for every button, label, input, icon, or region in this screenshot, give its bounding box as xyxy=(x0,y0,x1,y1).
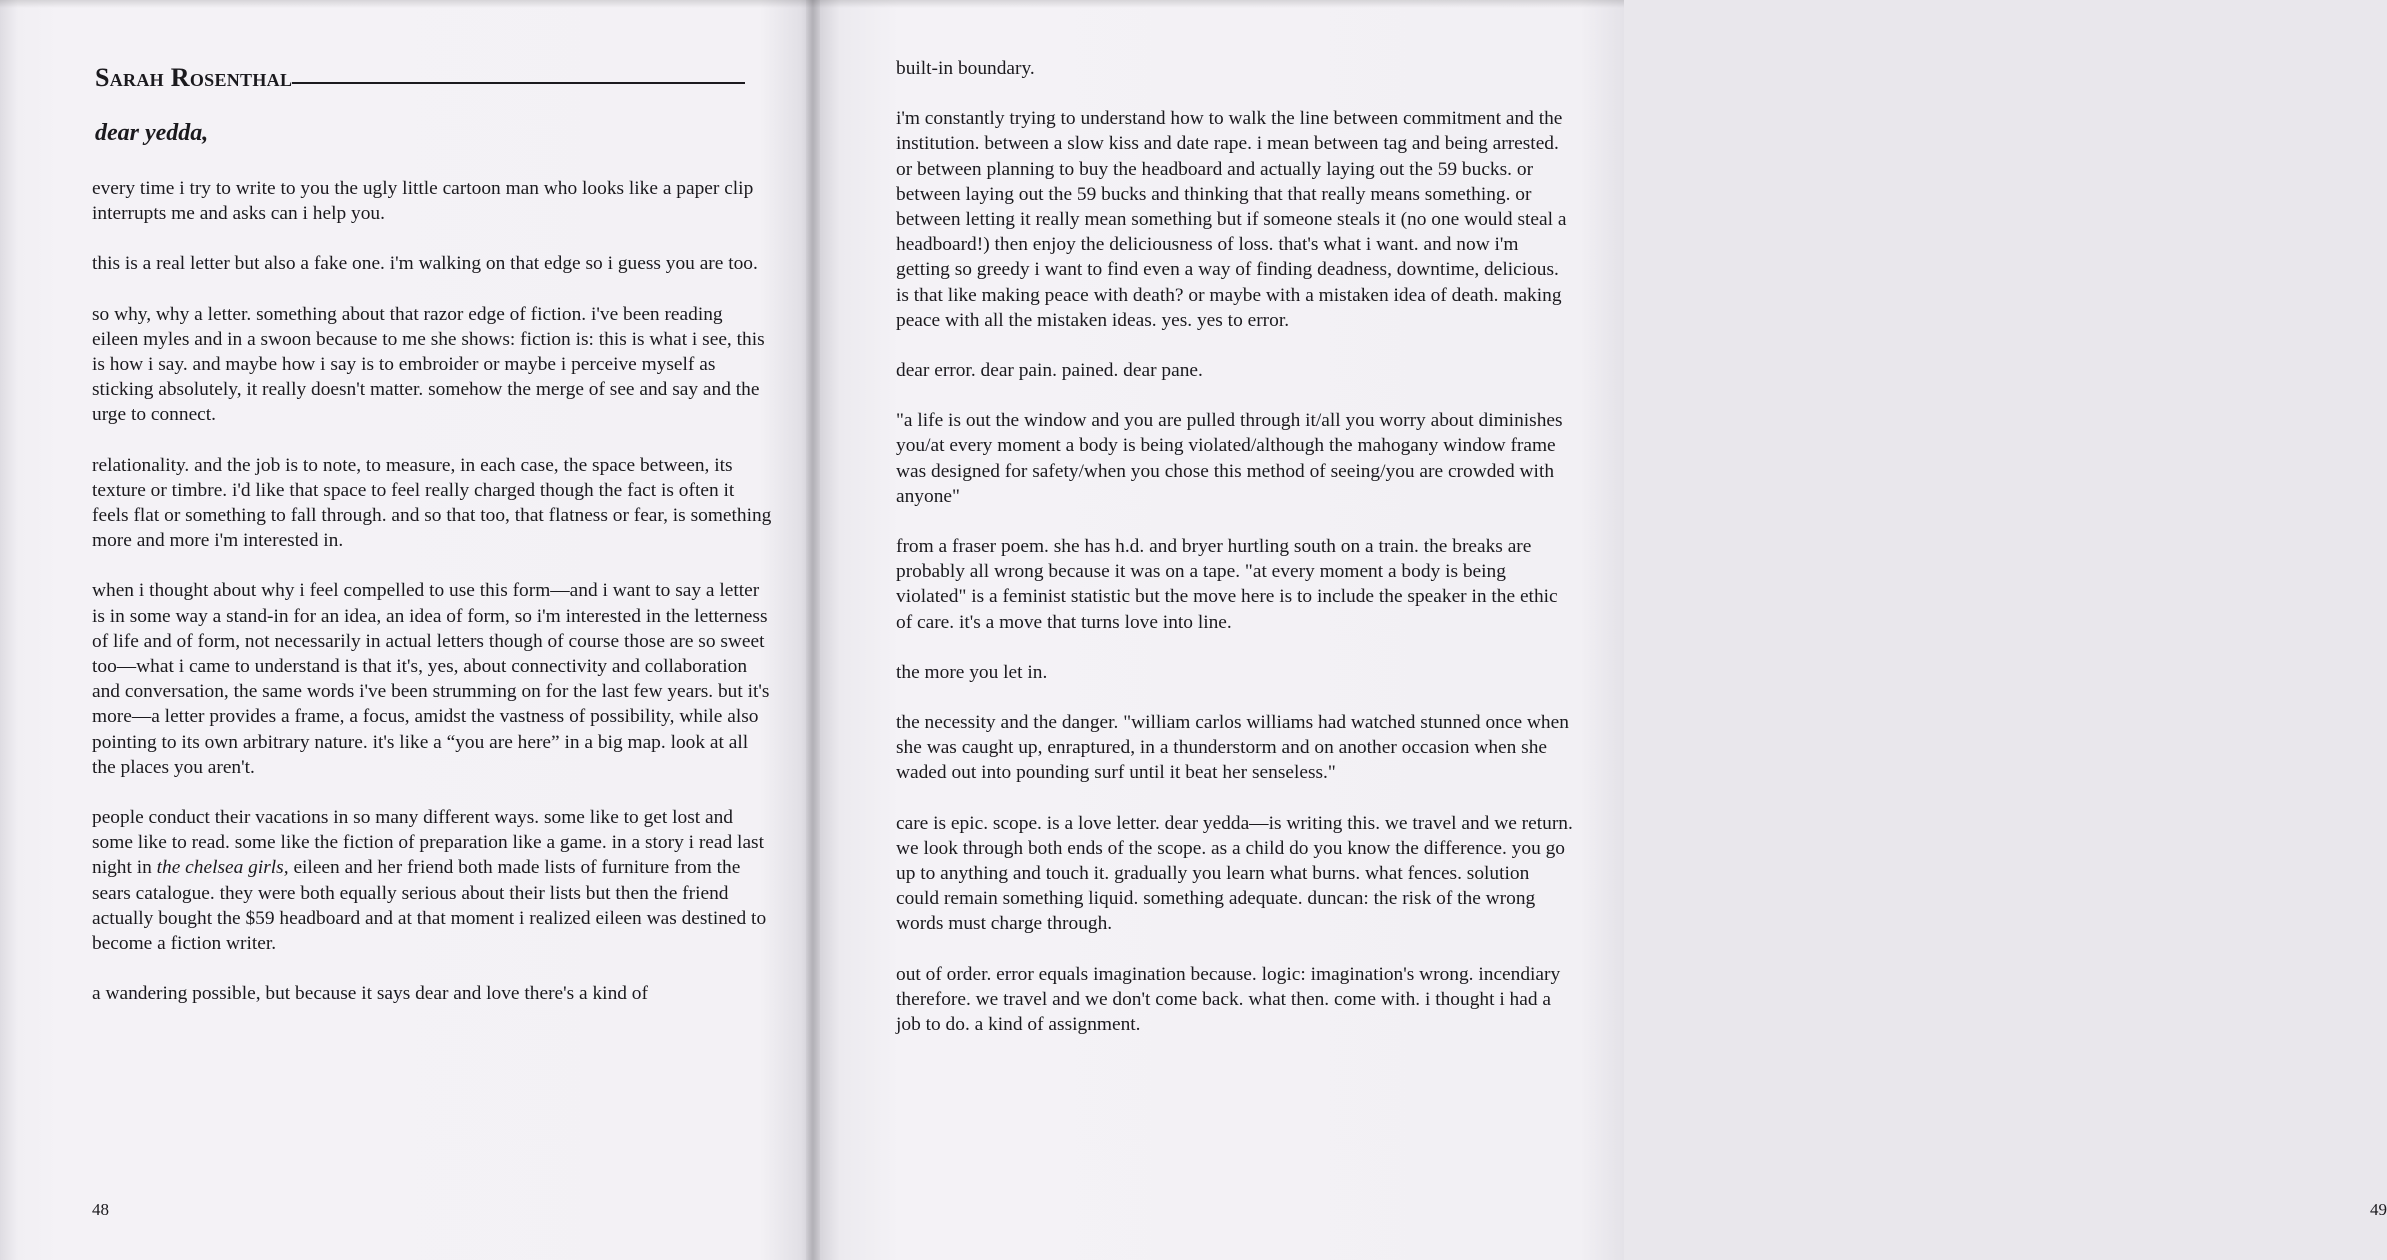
left-page xyxy=(0,0,812,1260)
paragraph: a wandering possible, but because it says dear and love there's a kind of xyxy=(92,983,648,1005)
paragraph: i'm constantly trying to understand how to walk the line between commitment and the institution. between a slow kiss and date rape. i mean between tag and being arrested. or between planning to buy the headboard and actually laying out the 59 bucks. or between laying out the 59 bucks and thinking that that really means something. or between letting it really mean something but if someone steals it (no one would steal a headboard!) then enjoy the deliciousness of loss. that's what i want. and now i'm getting so greedy i want to find even a way of finding deadness, downtime, delicious. is that like making peace with death? or maybe with a mistaken idea of death. making peace with all the mistaken ideas. yes. yes to error. xyxy=(896,108,1567,331)
paragraph: built-in boundary. xyxy=(896,58,1035,79)
paragraph: every time i try to write to you the ugly little cartoon man who looks like a paper clip interrupts me and asks can i help you. xyxy=(92,178,754,225)
head-rule xyxy=(292,82,745,84)
paragraph xyxy=(92,805,772,956)
paragraph: when i thought about why i feel compelled to use this form—and i want to say a letter is in some way a stand-in for an idea, an idea of form, so i'm interested in the letterness of life and of form, not necessarily in actual letters though of course those are so sweet too—what i came to understand is that it's, yes, about connectivity and collaboration and conversation, the same words i've been strumming on for the last few years. but it's more—a letter provides a frame, a focus, amidst the vastness of possibility, while also pointing to its own arbitrary nature. it's like a “you are here” in a big map. look at all the places you aren't. xyxy=(92,580,770,778)
page-number: 48 xyxy=(92,1200,109,1219)
page-number: 49 xyxy=(2370,1200,2387,1219)
left-body-text xyxy=(92,176,772,1006)
book-title: the chelsea girls, xyxy=(156,857,289,879)
paragraph: so why, why a letter. something about that razor edge of fiction. i've been reading eileen myles and in a swoon because to me she shows: fiction is: this is what i see, this is how i say. and maybe how i say is to embroider or maybe i perceive myself as sticking absolutely, it really doesn't matter. somehow the merge of see and say and the urge to connect. xyxy=(92,303,765,426)
paragraph: relationality. and the job is to note, to measure, in each case, the space between, its texture or timbre. i'd like that space to feel really charged though the fact is often it feels flat or something to fall through. and so that too, that flatness or fear, is something more and more i'm interested in. xyxy=(92,454,772,552)
running-head xyxy=(95,58,745,92)
paragraph: this is a real letter but also a fake one. i'm walking on that edge so i guess you are too. xyxy=(92,253,758,275)
paragraph-text: eileen and her friend both made lists of furniture from the sears catalogue. they were both equally serious about their lists but then the friend actually bought the $59 headboard and at that moment i realized eileen was destined to become a fiction writer. xyxy=(92,857,767,955)
right-body-text xyxy=(896,56,1576,1037)
paragraph: out of order. error equals imagination because. logic: imagination's wrong. incendiary therefore. we travel and we don't come back. what then. come with. i thought i had a job to do. a kind of assignment. xyxy=(896,963,1561,1036)
salutation: dear yedda, xyxy=(95,120,209,146)
paragraph: "a life is out the window and you are pulled through it/all you worry about diminishes you/at every moment a body is being violated/although the mahogany window frame was designed for safety/when you chose this method of seeing/you are crowded with anyone" xyxy=(896,410,1563,507)
author-name: Sarah Rosenthal xyxy=(95,63,293,92)
paragraph: the more you let in. xyxy=(896,661,1048,683)
paragraph: care is epic. scope. is a love letter. dear yedda—is writing this. we travel and we return. we look through both ends of the scope. as a child do you know the difference. you go up to anything and touch it. gradually you learn what burns. what fences. solution could remain something liquid. something adequate. duncan: the risk of the wrong words must charge through. xyxy=(896,812,1573,935)
paragraph: dear error. dear pain. pained. dear pane. xyxy=(896,360,1203,382)
paragraph-text: people conduct their vacations in so many different ways. some like to get lost and some like to read. some like the fiction of preparation like a game. in a story i read last night in xyxy=(92,807,764,879)
paragraph: from a fraser poem. she has h.d. and bryer hurtling south on a train. the breaks are probably all wrong because it was on a tape. "at every moment a body is being violated" is a feminist statistic but the move here is to include the speaker in the ethic of care. it's a move that turns love into line. xyxy=(896,536,1558,633)
paragraph: the necessity and the danger. "william carlos williams had watched stunned once when she was caught up, enraptured, in a thunderstorm and on another occasion when she waded out into pounding surf until it beat her senseless." xyxy=(896,712,1569,784)
